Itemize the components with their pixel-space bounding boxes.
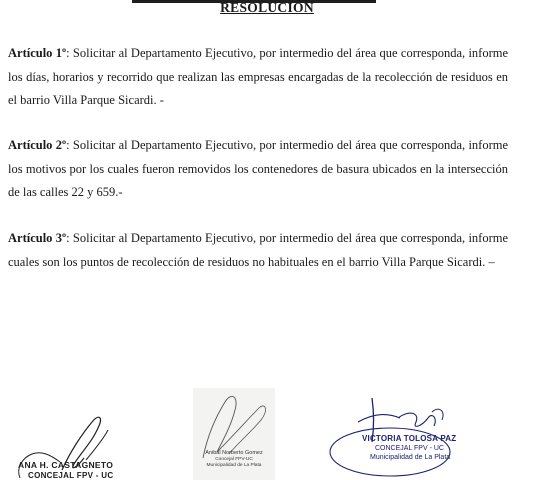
article-text: : Solicitar al Departamento Ejecutivo, por intermedio del área que corresponda, informe los días, horarios y recorrido que realizan las empresas encargadas de la recolección de residuos en el barrio Villa Parque Sicardi. - xyxy=(8,46,509,108)
signer-name: Anibal Norberto Gomez xyxy=(205,450,263,456)
signer-role: CONCEJAL FPV - UC xyxy=(28,471,114,480)
signature-gomez xyxy=(193,388,275,480)
signer-name: VICTORIA TOLOSA PAZ xyxy=(362,434,457,443)
article-text: : Solicitar al Departamento Ejecutivo, por intermedio del área que corresponda, informe cuales son los puntos de recolección de residuos no habituales en el barrio Villa Parque Sicardi. – xyxy=(8,231,509,269)
article-number: Artículo 3º xyxy=(8,231,67,245)
article-2 xyxy=(8,134,508,205)
signer-institution: Municipalidad de La Plata xyxy=(370,454,451,461)
signature-castagneto xyxy=(8,400,138,480)
resolution-heading: RESOLUCIÓN xyxy=(220,0,314,15)
article-3 xyxy=(8,227,508,274)
article-number: Artículo 1º xyxy=(8,46,67,60)
article-text: : Solicitar al Departamento Ejecutivo, por intermedio del área que corresponda, informe los motivos por los cuales fueron removidos los contenedores de basura ubicados en la intersección de las calles 22 y 659.- xyxy=(8,138,509,200)
signer-role: CONCEJAL FPV - UC xyxy=(375,445,444,452)
signer-name: ANA H. CASTAGNETO xyxy=(18,460,114,470)
article-number: Artículo 2º xyxy=(8,138,67,152)
signer-institution: Municipalidad de La Plata xyxy=(206,463,262,468)
signer-role: Concejal FPV-UC xyxy=(215,457,253,462)
article-1 xyxy=(8,42,508,113)
signature-tolosa-paz xyxy=(328,392,478,480)
